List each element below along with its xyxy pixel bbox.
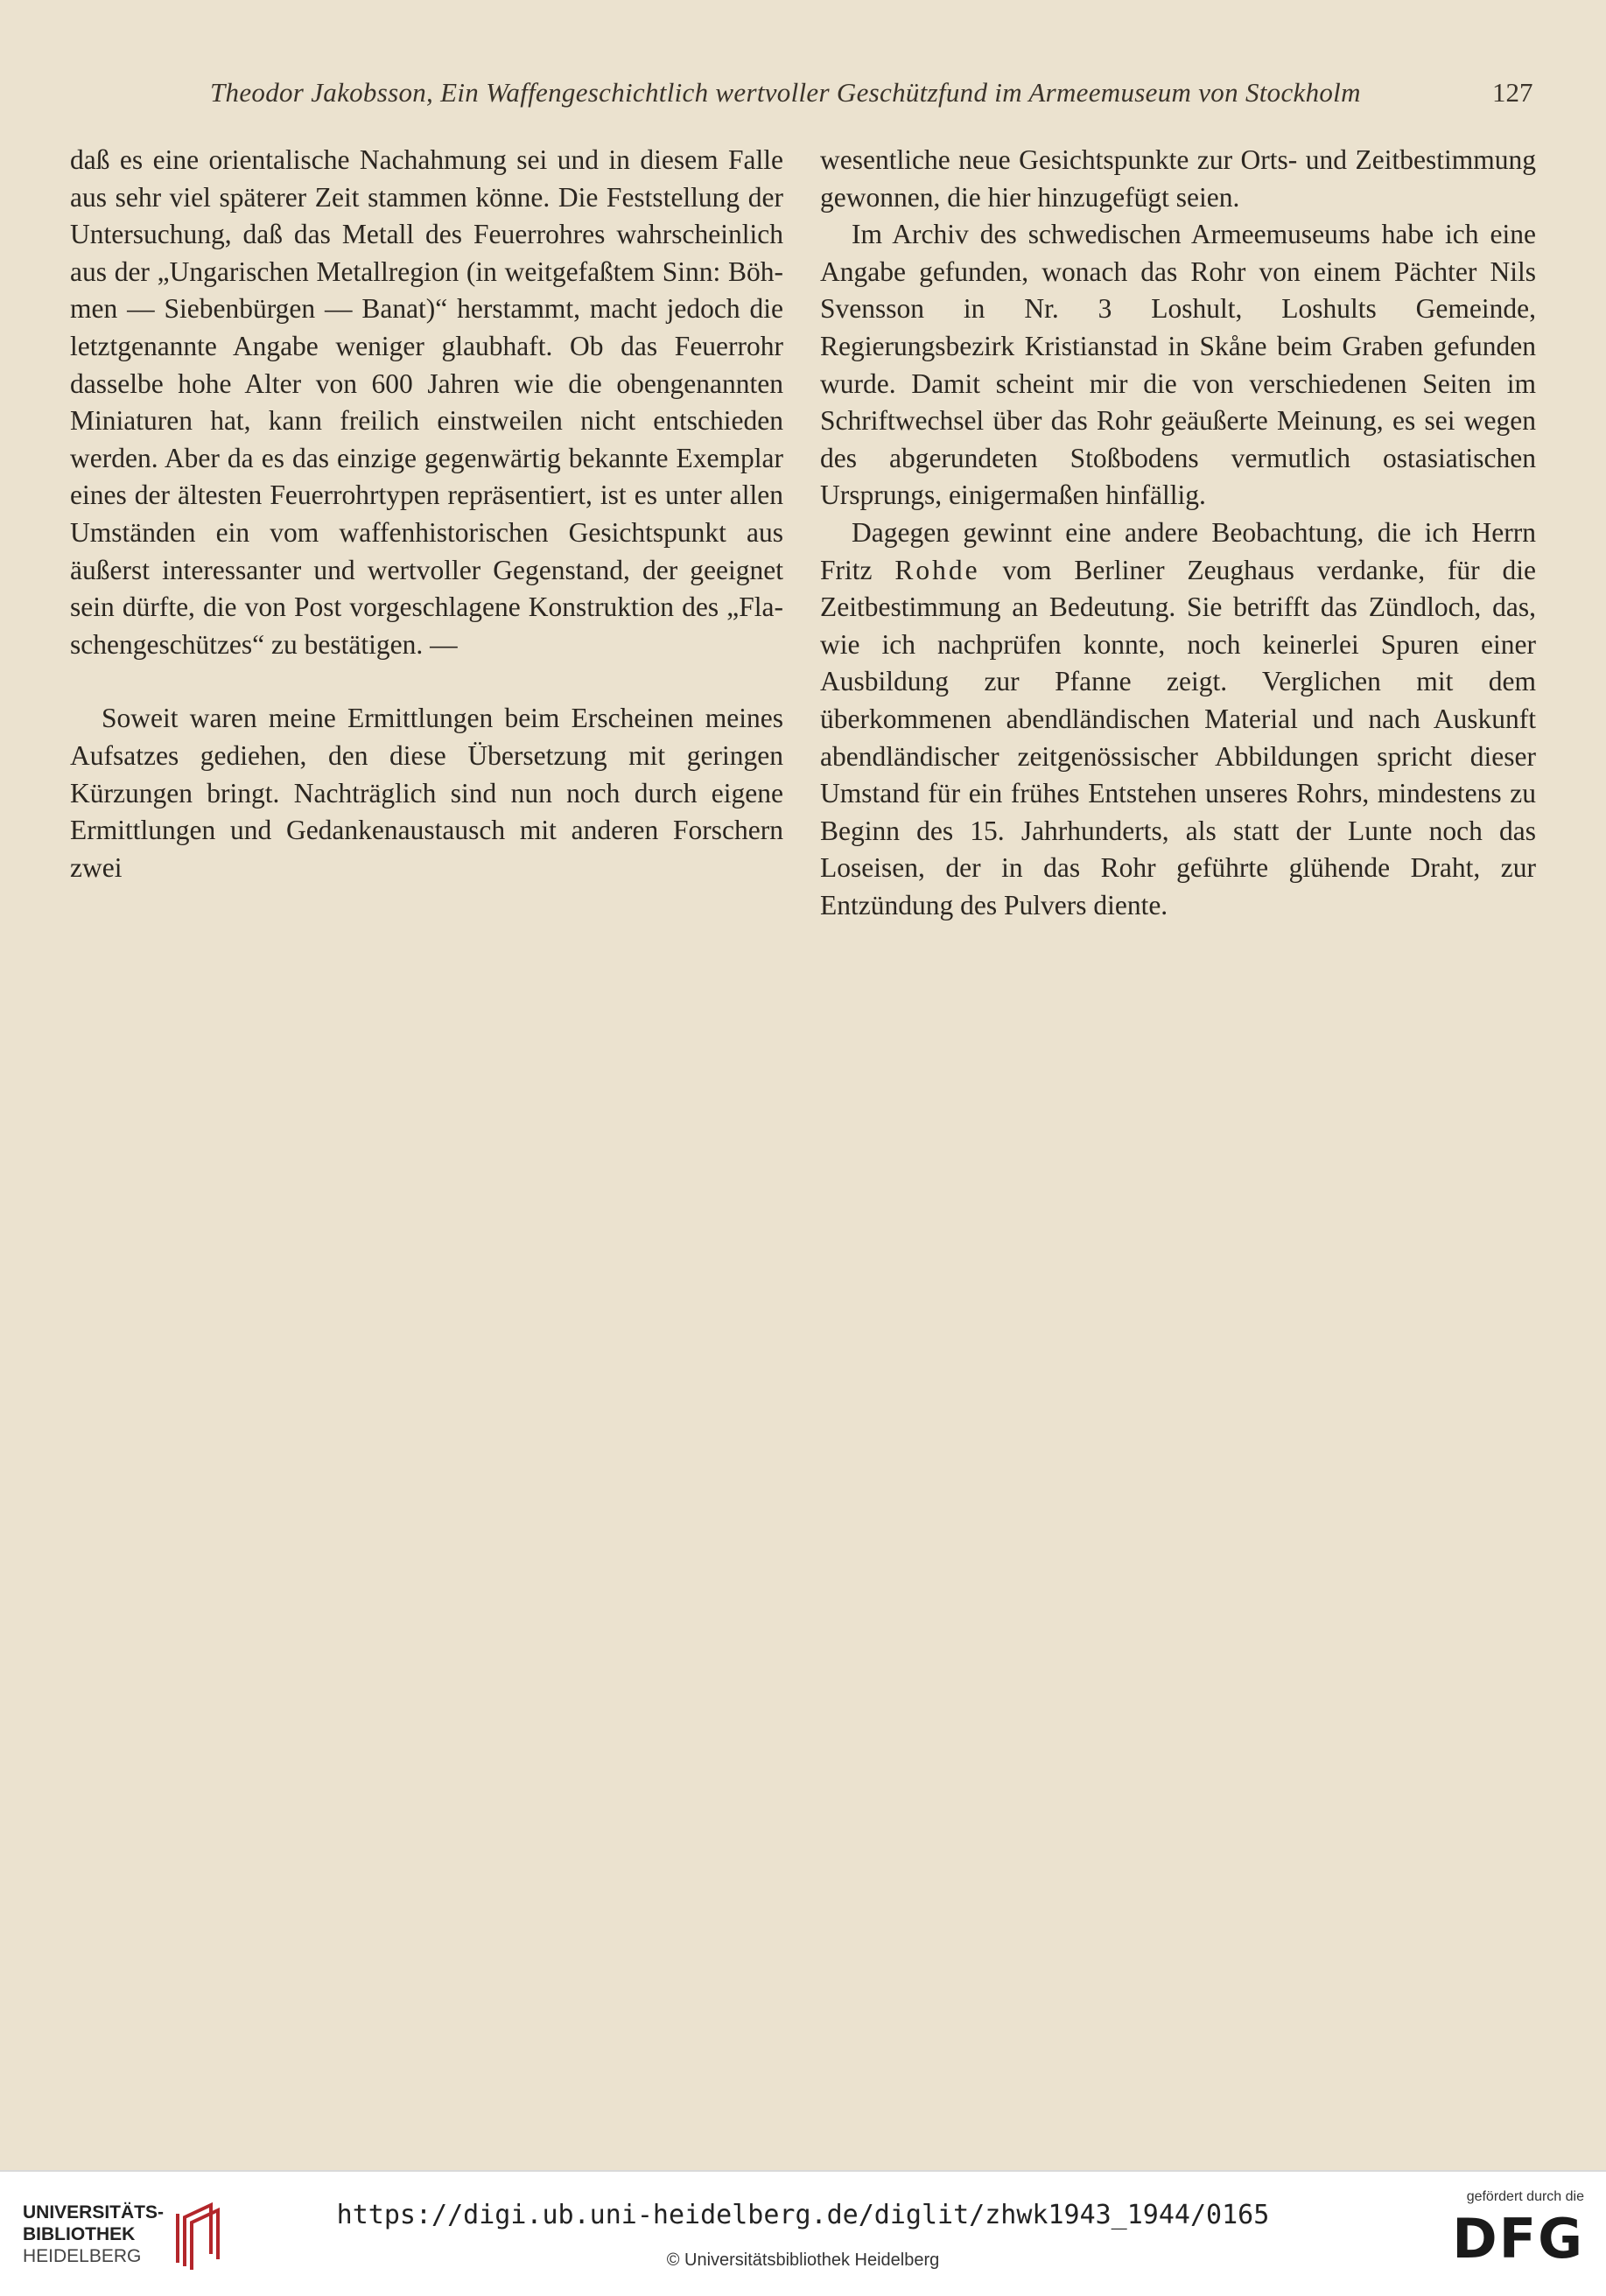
viewer-footer xyxy=(0,2170,1606,2296)
page-number: 127 xyxy=(1492,77,1533,108)
running-title: Theodor Jakobsson, Ein Waffengeschichtlich wertvoller Geschützfund im Armeemuseum von Stockholm xyxy=(210,77,1361,108)
paragraph-text: Dagegen gewinnt eine andere Beobachtung, die ich Herrn Fritz xyxy=(820,516,1536,585)
dfg-logo[interactable] xyxy=(1427,2189,1584,2277)
person-name: Rohde xyxy=(894,554,980,585)
paragraph: Soweit waren meine Ermittlungen beim Erscheinen meines Aufsatzes gediehen, den diese Übersetzung mit geringen Kürzungen bringt. Nachträglich sind nun noch durch eigene Ermittlungen und Gedankenaustausch mit anderen Forschern zwei xyxy=(70,703,783,883)
left-column xyxy=(70,142,783,886)
right-column xyxy=(820,142,1536,924)
paragraph xyxy=(820,514,1536,925)
library-name-line: BIBLIOTHEK xyxy=(23,2224,136,2244)
paragraph: Im Archiv des schwedischen Armeemuseums habe ich eine Angabe gefunden, wonach das Rohr von einem Pächter Nils Svensson in Nr. 3 Loshult, Loshults Gemeinde, Regierungsbezirk Kristianstad in Skåne beim Graben gefunden wurde. Damit scheint mir die von verschiedenen Seiten im Schriftwechsel über das Rohr geäußerte Meinung, es sei wegen des abgerundeten Stoßbodens vermutlich ostasiatischen Ursprungs, einigermaßen hinfällig. xyxy=(820,219,1536,511)
library-name-line: HEIDELBERG xyxy=(23,2246,142,2266)
dfg-wordmark: DFG xyxy=(1452,2207,1584,2271)
paragraph-text: vom Berliner Zeughaus verdanke, für die Zeitbestimmung an Bedeutung. Sie betrifft das Zündloch, das, wie ich nachprüfen konnte, noch keinerlei Spuren einer Ausbildung zur Pfanne zeigt. Verglichen mit dem überkommenen abendländischen Material und nach Auskunft abendländischer zeitgenössischer Abbildungen spricht dieser Umstand für ein frühes Entstehen unseres Rohrs, mindestens zu Beginn des 15. Jahrhunderts, als statt der Lunte noch das Loseisen, der in das Rohr geführte glühende Draht, zur Entzündung des Pulvers diente. xyxy=(820,554,1537,920)
funding-caption: gefördert durch die xyxy=(1466,2189,1584,2204)
paragraph: daß es eine orientalische Nachahmung sei und in diesem Falle aus sehr viel späterer Zeit stammen könne. Die Feststellung der Untersuchung, daß das Metall des Feuerrohres wahrscheinlich aus der „Ungarischen Metallregion (in weitgefaßtem Sinn: Böhmen — Siebenbürgen — Banat)“ herstammt, macht jedoch die letztgenannte Angabe weniger glaubhaft. Ob das Feuerrohr dasselbe hohe Alter von 600 Jahren wie die obengenannten Miniaturen hat, kann freilich einstweilen nicht entschieden werden. Aber da es das einzige gegenwärtig bekannte Exemplar eines der ältesten Feuerrohrtypen repräsentiert, ist es unter allen Umständen ein vom waffenhistorischen Gesichtspunkt aus äußerst interessanter und wertvoller Gegenstand, der geeignet sein dürfte, die von Post vorgeschlagene Konstruktion des „Flaschengeschützes“ zu bestätigen. — xyxy=(70,144,783,660)
copyright-notice: © Universitätsbibliothek Heidelberg xyxy=(666,2250,940,2270)
paragraph: wesentliche neue Gesichtspunkte zur Orts- und Zeitbestimmung gewonnen, die hier hinzugefügt seien. xyxy=(820,144,1536,213)
library-name-line: UNIVERSITÄTS- xyxy=(23,2202,165,2222)
permalink-url[interactable]: https://digi.ub.uni-heidelberg.de/diglit/zhwk1943_1944/0165 xyxy=(336,2200,1270,2230)
